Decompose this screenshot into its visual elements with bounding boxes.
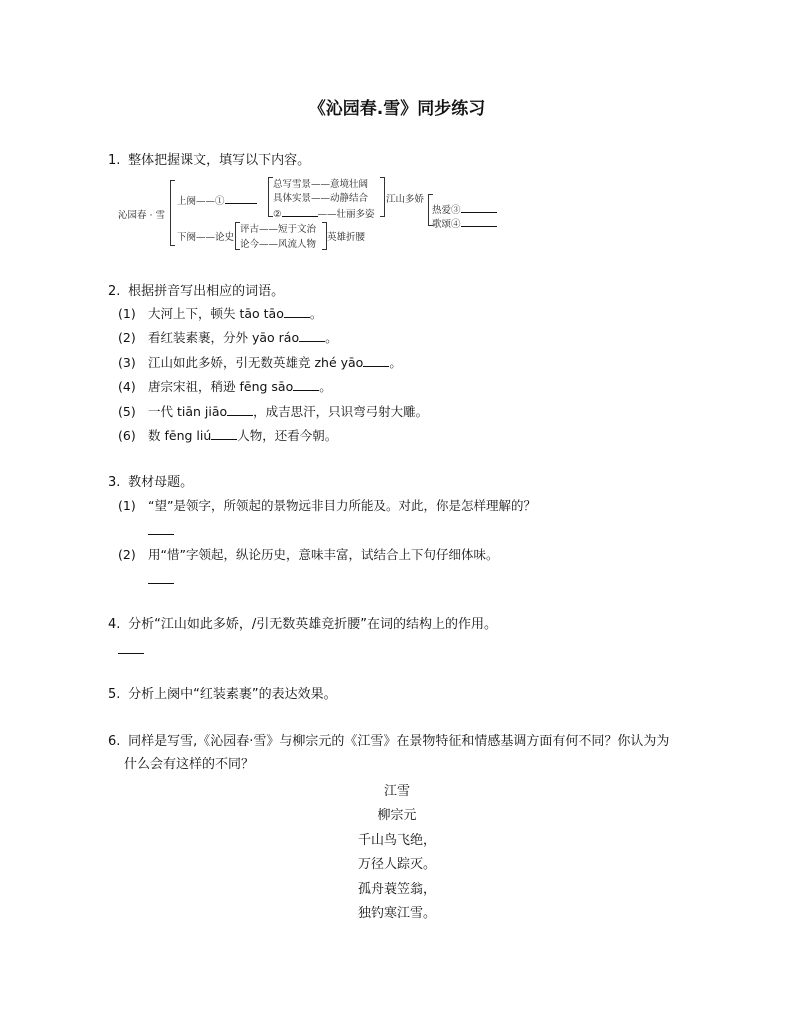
question-text: 根据拼音写出相应的词语。	[128, 284, 285, 299]
diagram-u1: 总写雪景——意境壮阔	[273, 179, 369, 190]
answer-line[interactable]	[148, 534, 174, 535]
question-number: 3.	[108, 475, 121, 490]
root-brace	[170, 180, 175, 246]
poem-title: 江雪	[383, 784, 410, 799]
poem-line: 千山鸟飞绝，	[357, 833, 436, 848]
diagram-u2: 具体实景——动静结合	[273, 193, 369, 204]
diagram-upper: 上阕——①	[177, 191, 257, 207]
question-text: 分析“江山如此多娇，/引无数英雄竞折腰”在词的结构上的作用。	[128, 617, 497, 632]
question-2	[108, 283, 284, 301]
answer-line[interactable]	[148, 583, 174, 584]
question-number: 5.	[108, 687, 121, 702]
q2-item-4: (4) 唐宗宋祖，稍逊 fēng sāo 。	[118, 379, 332, 394]
poem-line: 孤舟蓑笠翁，	[357, 882, 436, 897]
answer-blank[interactable]	[299, 329, 325, 342]
answer-blank[interactable]	[227, 403, 253, 416]
question-text: 教材母题。	[128, 475, 194, 490]
q3-item-2: (2) 用“惜”字领起，纵论历史，意味丰富，试结合上下句仔细体味。	[118, 547, 499, 562]
structure-diagram	[114, 174, 514, 250]
answer-blank[interactable]	[284, 305, 310, 318]
answer-line[interactable]	[118, 653, 144, 654]
diagram-ge: 歌颂④	[432, 214, 497, 230]
question-text: 整体把握课文，填写以下内容。	[128, 153, 311, 168]
diagram-l2: 论今——风流人物	[240, 239, 317, 250]
poem-author: 柳宗元	[377, 808, 417, 823]
diagram-lower: 下阕——论史	[177, 232, 235, 243]
question-text: 分析上阕中“红装素裹”的表达效果。	[128, 687, 337, 702]
diagram-root: 沁园春 · 雪	[118, 210, 166, 221]
question-5	[108, 686, 337, 704]
q2-item-5: (5) 一代 tiān jiāo ，成吉思汗，只识弯弓射大雕。	[118, 404, 429, 419]
poem-line: 独钓寒江雪。	[357, 906, 436, 921]
question-number: 6.	[108, 734, 121, 749]
q2-item-3: (3) 江山如此多娇，引无数英雄竞 zhé yāo 。	[118, 355, 402, 370]
question-1	[108, 152, 310, 170]
question-number: 1.	[108, 153, 121, 168]
question-number: 2.	[108, 284, 121, 299]
question-3	[108, 474, 193, 492]
diagram-jiangshan: 江山多娇	[386, 194, 425, 205]
diagram-l1: 评古——短于文治	[240, 224, 317, 235]
answer-blank[interactable]	[363, 354, 389, 367]
answer-blank[interactable]	[293, 378, 319, 391]
question-4	[108, 616, 497, 634]
diagram-yingxiong: 英雄折腰	[327, 232, 366, 243]
poem-line: 万径人踪灭。	[357, 857, 436, 872]
question-6	[108, 733, 669, 751]
diagram-u3: ② ——壮丽多姿	[273, 204, 375, 220]
question-6-line2: 什么会有这样的不同？	[124, 757, 255, 772]
answer-blank[interactable]	[211, 427, 237, 440]
diagram-re: 热爱③	[432, 200, 497, 216]
upper-right-brace	[380, 177, 385, 217]
q2-item-2: (2) 看红装素裹，分外 yāo ráo 。	[118, 330, 338, 345]
question-number: 4.	[108, 617, 121, 632]
q2-item-1: (1) 大河上下，顿失 tāo tāo 。	[118, 306, 323, 321]
q2-item-6: (6) 数 fēng liú 人物，还看今朝。	[118, 428, 338, 443]
page-title: 《沁园春.雪》同步练习	[308, 99, 486, 119]
q3-item-1: (1) “望”是领字，所领起的景物远非目力所能及。对此，你是怎样理解的？	[118, 498, 536, 513]
question-text-line1: 同样是写雪,《沁园春·雪》与柳宗元的《江雪》在景物特征和情感基调方面有何不同？你认为为	[128, 734, 670, 749]
